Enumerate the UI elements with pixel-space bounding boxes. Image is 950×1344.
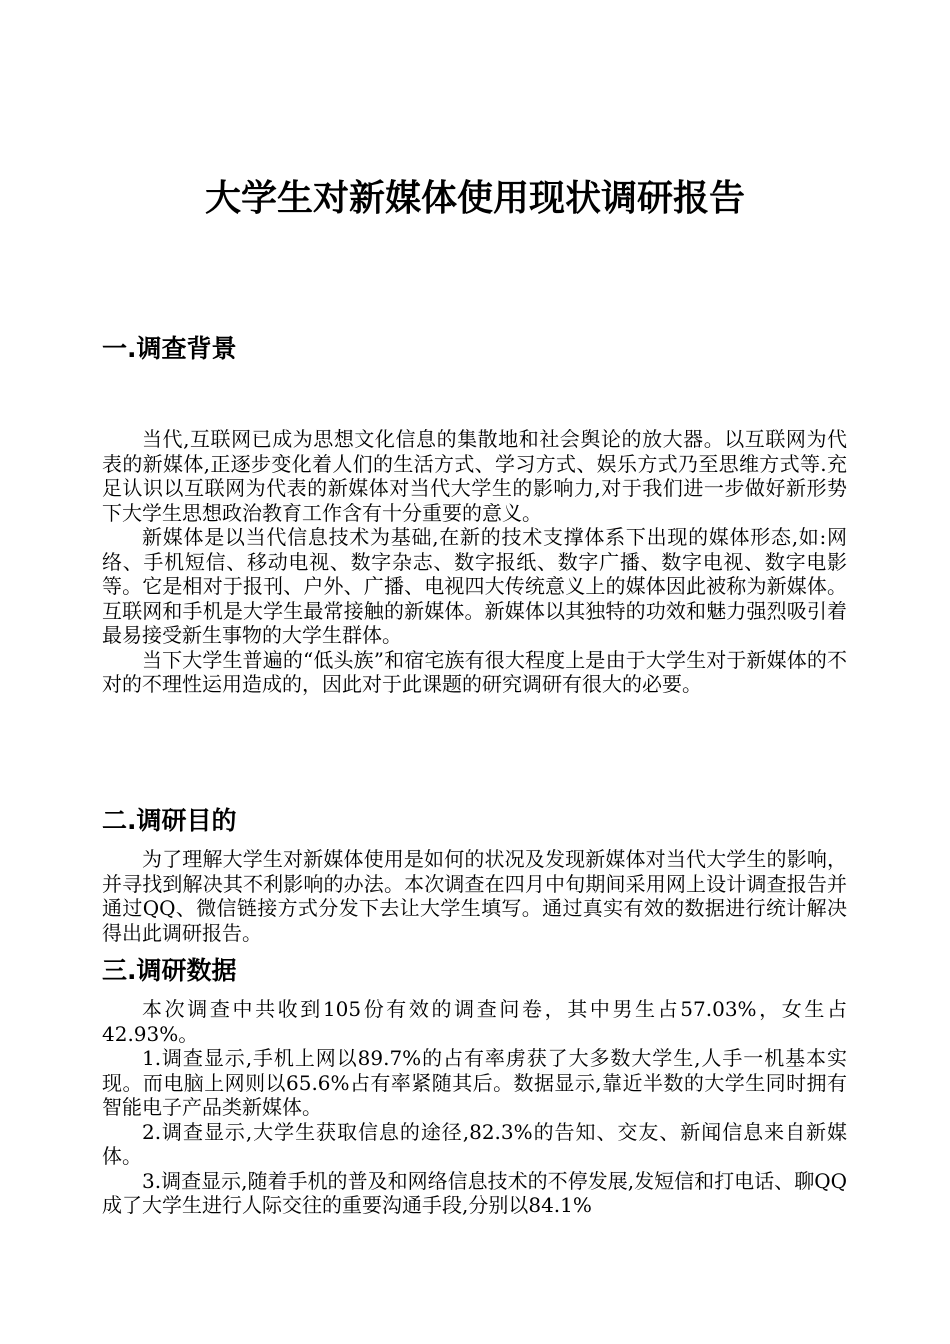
section-body-background [102, 427, 847, 697]
paragraph: 3.调查显示,随着手机的普及和网络信息技术的不停发展,发短信和打电话、聊QQ成了大学生进行人际交往的重要沟通手段,分别以84.1% [102, 1168, 847, 1217]
section-heading-background: 一.调查背景 [102, 334, 237, 363]
document-title: 大学生对新媒体使用现状调研报告 [204, 178, 745, 219]
paragraph: 为了理解大学生对新媒体使用是如何的状况及发现新媒体对当代大学生的影响，并寻找到解决其不利影响的办法。本次调查在四月中旬期间采用网上设计调查报告并通过QQ、微信链接方式分发下去让大学生填写。通过真实有效的数据进行统计解决得出此调研报告。 [102, 847, 847, 945]
paragraph: 2.调查显示,大学生获取信息的途径,82.3%的告知、交友、新闻信息来自新媒体。 [102, 1119, 847, 1168]
paragraph: 新媒体是以当代信息技术为基础,在新的技术支撑体系下出现的媒体形态,如:网络、手机短信、移动电视、数字杂志、数字报纸、数字广播、数字电视、数字电影等。它是相对于报刊、户外、广播、电视四大传统意义上的媒体因此被称为新媒体。互联网和手机是大学生最常接触的新媒体。新媒体以其独特的功效和魅力强烈吸引着最易接受新生事物的大学生群体。 [102, 525, 847, 647]
section-heading-purpose: 二.调研目的 [102, 806, 237, 835]
section-body-data [102, 997, 847, 1218]
paragraph: 1.调查显示,手机上网以89.7%的占有率虏获了大多数大学生,人手一机基本实现。而电脑上网则以65.6%占有率紧随其后。数据显示,靠近半数的大学生同时拥有智能电子产品类新媒体。 [102, 1046, 847, 1119]
section-heading-data: 三.调研数据 [102, 956, 237, 985]
paragraph: 当代,互联网已成为思想文化信息的集散地和社会舆论的放大器。以互联网为代表的新媒体,正逐步变化着人们的生活方式、学习方式、娱乐方式乃至思维方式等.充足认识以互联网为代表的新媒体对当代大学生的影响力,对于我们进一步做好新形势下大学生思想政治教育工作含有十分重要的意义。 [102, 427, 847, 525]
paragraph: 当下大学生普遍的“低头族”和宿宅族有很大程度上是由于大学生对于新媒体的不对的不理性运用造成的，因此对于此课题的研究调研有很大的必要。 [102, 647, 847, 696]
section-body-purpose [102, 847, 847, 945]
paragraph: 本次调查中共收到105份有效的调查问卷，其中男生占57.03%，女生占42.93%。 [102, 997, 847, 1046]
